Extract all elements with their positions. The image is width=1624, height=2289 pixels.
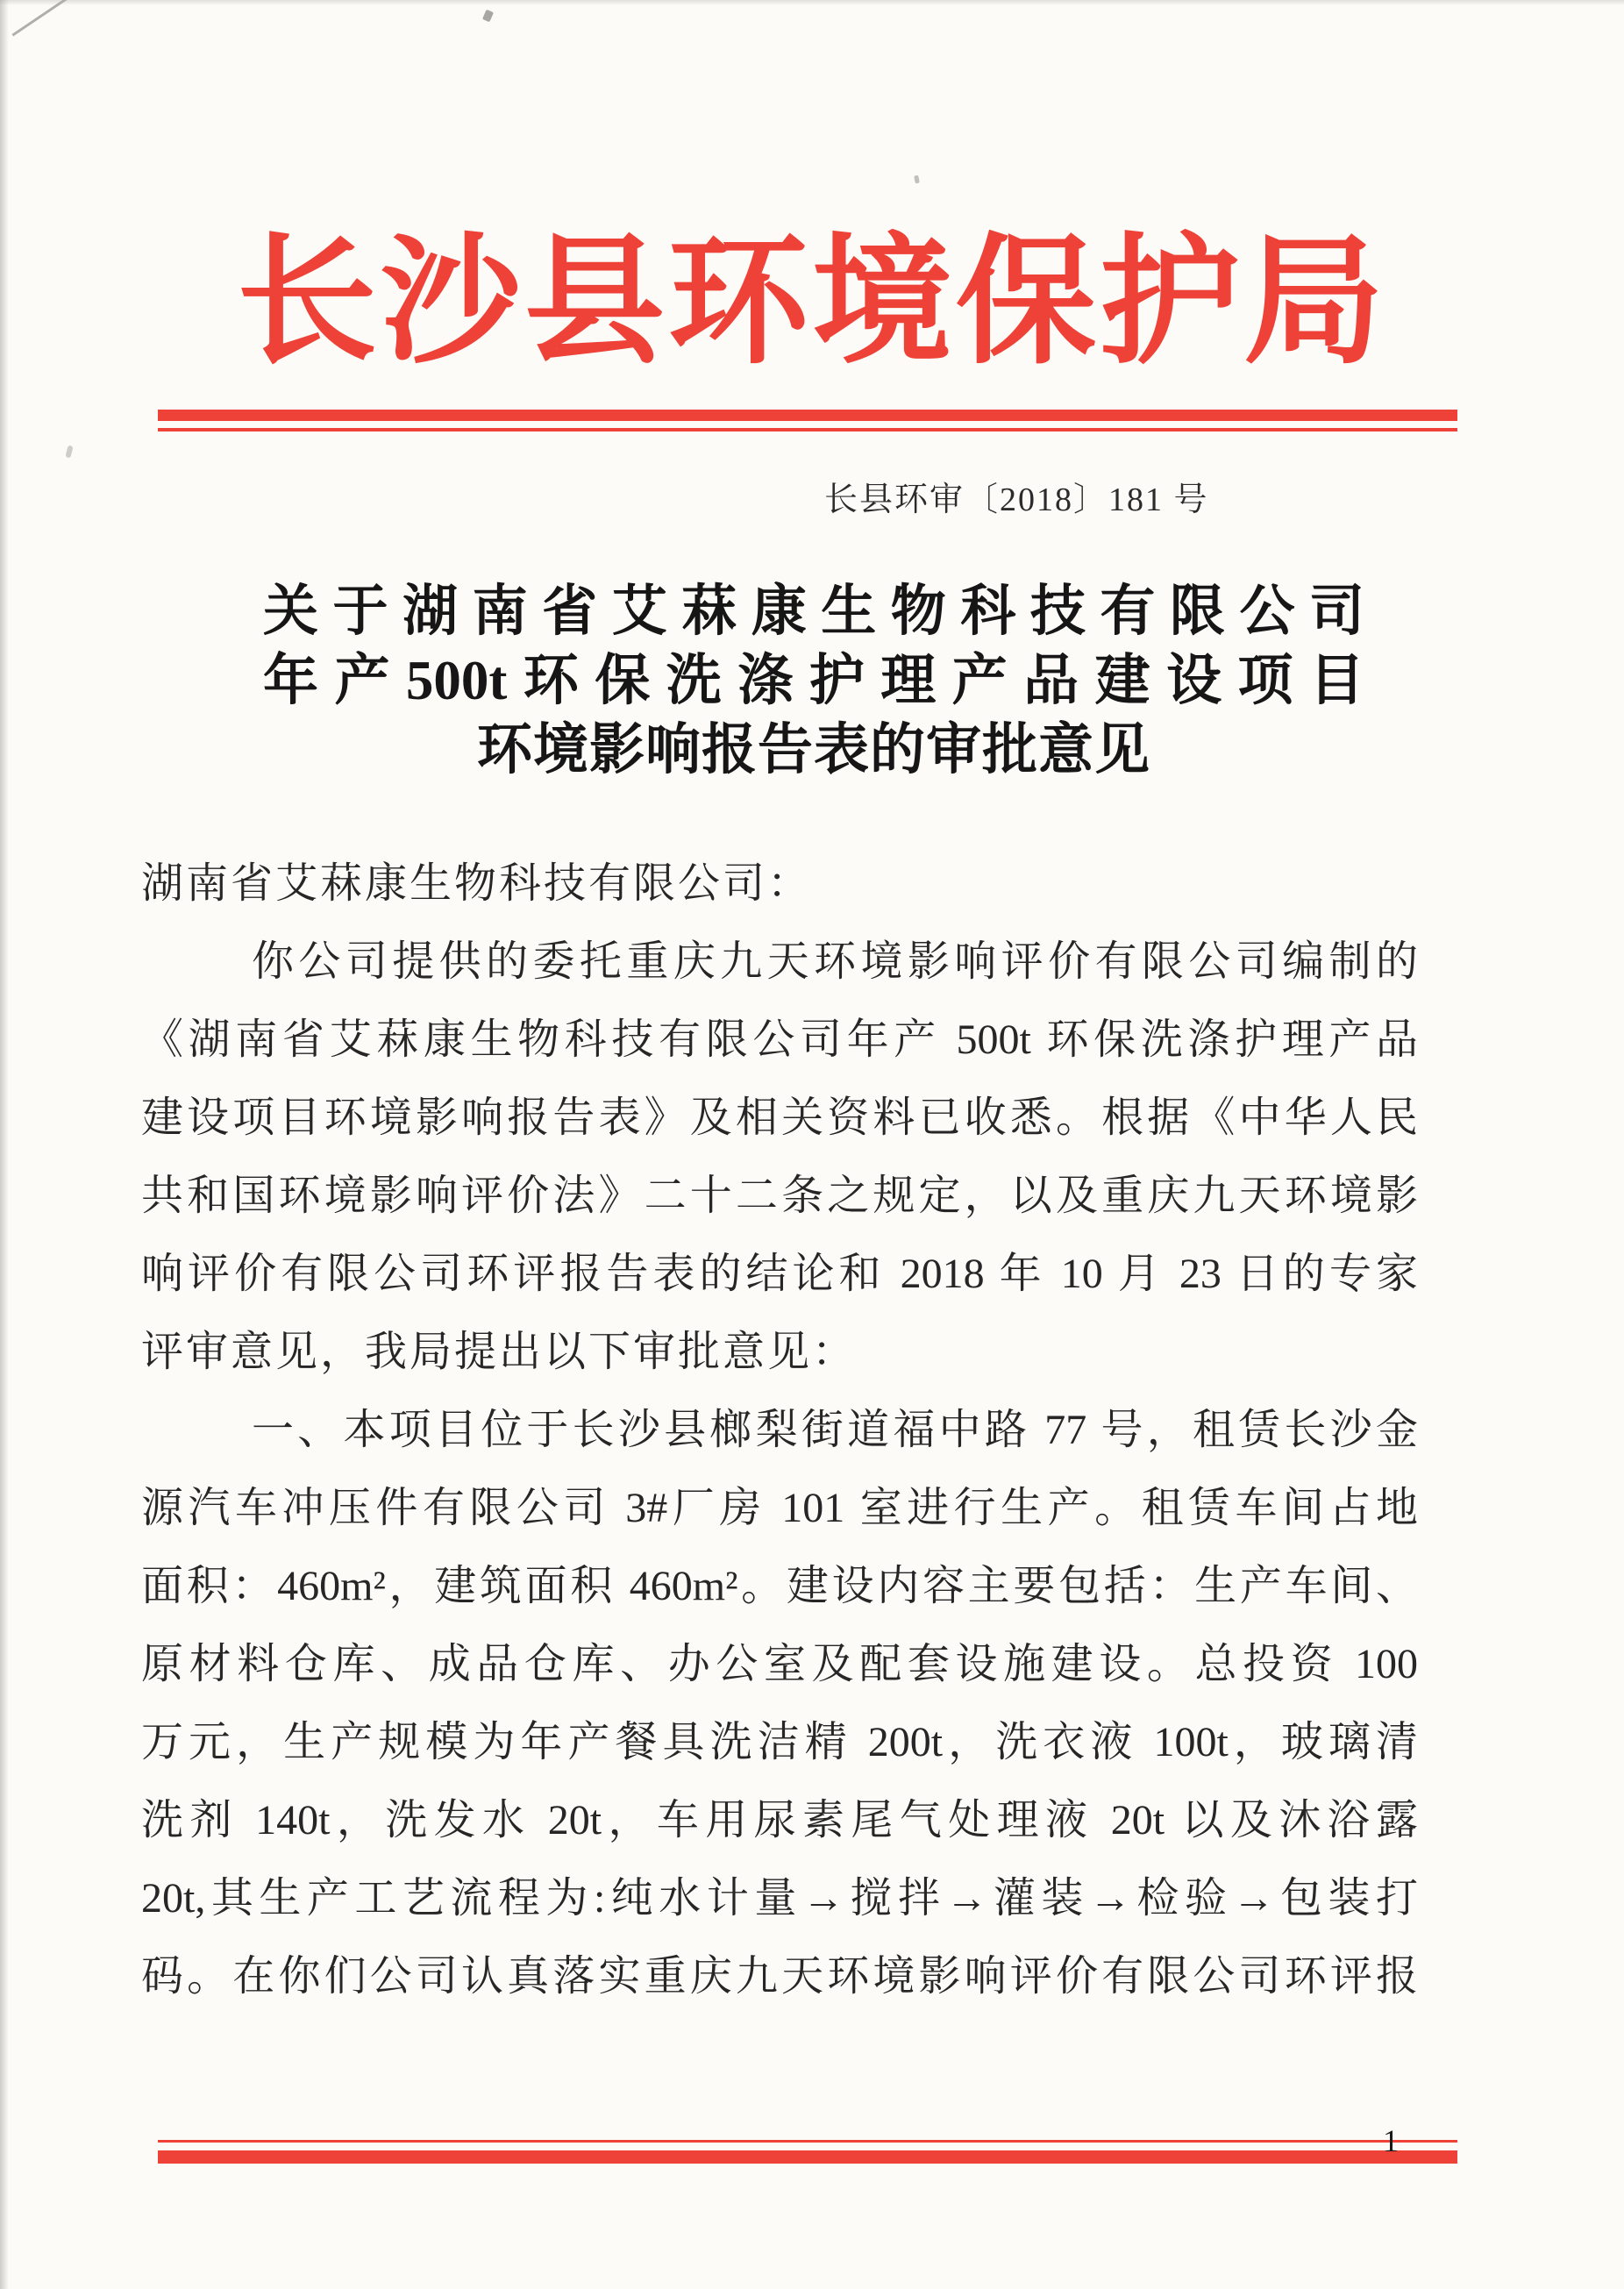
subject-line: 环境影响报告表的审批意见: [477, 719, 1150, 781]
scan-artifact: [11, 0, 67, 36]
body-line: 一、本项目位于长沙县榔梨街道福中路 77 号，租赁长沙金: [252, 1407, 1418, 1453]
body-line: 洗剂 140t，洗发水 20t，车用尿素尾气处理液 20t 以及沐浴露: [141, 1797, 1418, 1843]
scan-artifact: [65, 445, 73, 458]
body-line: 源汽车冲压件有限公司 3#厂房 101 室进行生产。租赁车间占地: [141, 1485, 1418, 1531]
subject-line: 关于湖南省艾菻康生物科技有限公司: [263, 581, 1364, 642]
body-line: 你公司提供的委托重庆九天环境影响评价有限公司编制的: [252, 938, 1418, 985]
footer-rule-thin: [158, 2140, 1457, 2143]
doc-number: 长县环审〔2018〕181 号: [824, 481, 1209, 518]
body-line: 20t,其生产工艺流程为:纯水计量→搅拌→灌装→检验→包装打: [141, 1875, 1418, 1922]
scan-artifact: [914, 175, 920, 184]
header-rule-thick: [158, 410, 1457, 421]
subject-title: [263, 577, 1364, 785]
body-line: 评审意见，我局提出以下审批意见：: [141, 1329, 858, 1375]
scan-artifact: [482, 10, 494, 23]
header-rule-thin: [158, 428, 1457, 431]
footer-rule-thick: [158, 2150, 1457, 2164]
body-line: 共和国环境影响评价法》二十二条之规定，以及重庆九天环境影: [141, 1173, 1418, 1219]
body-line: 面积：460m²，建筑面积 460m²。建设内容主要包括：生产车间、: [141, 1563, 1418, 1609]
body-line: 万元，生产规模为年产餐具洗洁精 200t，洗衣液 100t，玻璃清: [141, 1719, 1418, 1765]
body-line: 原材料仓库、成品仓库、办公室及配套设施建设。总投资 100: [141, 1641, 1418, 1687]
body-line: 响评价有限公司环评报告表的结论和 2018 年 10 月 23 日的专家: [141, 1251, 1418, 1297]
body-line: 建设项目环境影响报告表》及相关资料已收悉。根据《中华人民: [141, 1095, 1418, 1141]
body-line: 《湖南省艾菻康生物科技有限公司年产 500t 环保洗涤护理产品: [141, 1016, 1418, 1063]
scan-edge-shade: [0, 0, 1624, 5]
body-line: 码。在你们公司认真落实重庆九天环境影响评价有限公司环评报: [141, 1953, 1418, 2000]
salutation: 湖南省艾菻康生物科技有限公司：: [141, 860, 813, 907]
body-text: [141, 845, 1418, 2015]
page-number: 1: [1383, 2123, 1399, 2158]
agency-title: 长沙县环境保护局: [236, 225, 1387, 381]
subject-line: 年产500t环保洗涤护理产品建设项目: [263, 650, 1364, 711]
